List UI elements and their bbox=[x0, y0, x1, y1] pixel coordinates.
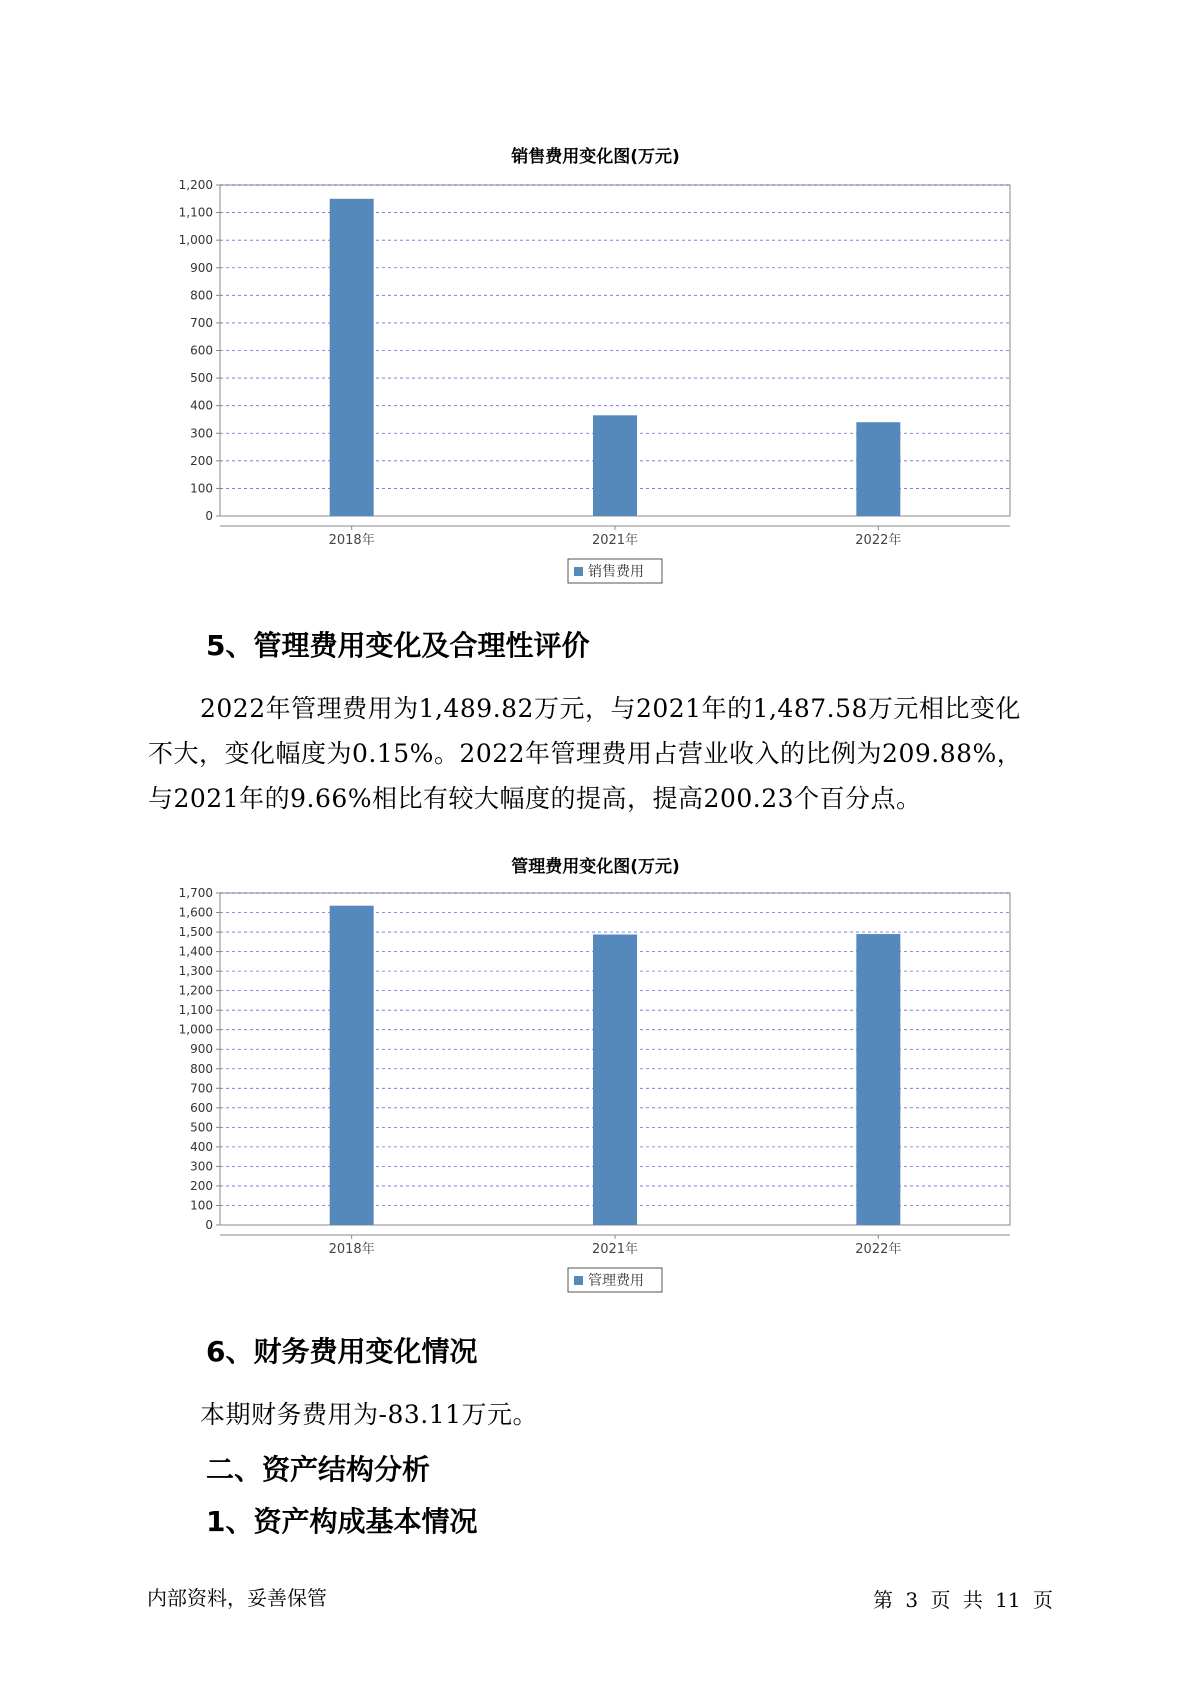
y-tick-label: 100 bbox=[190, 1198, 213, 1213]
y-tick-label: 500 bbox=[190, 371, 213, 386]
y-tick-label: 1,100 bbox=[178, 205, 213, 220]
management-expense-chart bbox=[0, 870, 1191, 1310]
bar bbox=[330, 199, 374, 516]
legend-label: 销售费用 bbox=[588, 564, 644, 580]
bar bbox=[593, 934, 637, 1225]
y-tick-label: 1,200 bbox=[178, 983, 213, 998]
y-tick-label: 100 bbox=[190, 481, 213, 496]
y-tick-label: 700 bbox=[190, 315, 213, 330]
management-expense-paragraph bbox=[148, 686, 1048, 821]
legend-swatch bbox=[574, 1276, 583, 1285]
bar bbox=[856, 422, 900, 516]
x-tick-label: 2021年 bbox=[591, 1242, 639, 1257]
y-tick-label: 700 bbox=[190, 1081, 213, 1096]
y-tick-label: 600 bbox=[190, 343, 213, 358]
x-tick-label: 2021年 bbox=[591, 533, 639, 548]
chart-title-sales-expense: 销售费用变化图(万元) bbox=[511, 147, 680, 167]
y-tick-label: 1,200 bbox=[178, 178, 213, 192]
x-tick-label: 2022年 bbox=[855, 1242, 902, 1257]
financial-expense-paragraph: 本期财务费用为-83.11万元。 bbox=[200, 1400, 539, 1429]
paragraph-line: 不大，变化幅度为0.15%。2022年管理费用占营业收入的比例为209.88%， bbox=[148, 739, 1023, 768]
bar bbox=[593, 415, 637, 516]
legend-swatch bbox=[574, 567, 583, 576]
x-tick-label: 2018年 bbox=[328, 1242, 375, 1257]
section-heading-asset-structure: 二、资产结构分析 bbox=[206, 1453, 431, 1486]
y-tick-label: 0 bbox=[205, 1218, 213, 1232]
y-tick-label: 200 bbox=[190, 1178, 213, 1193]
y-tick-label: 1,100 bbox=[178, 1003, 213, 1018]
y-tick-label: 800 bbox=[190, 288, 213, 303]
y-tick-label: 200 bbox=[190, 453, 213, 468]
y-tick-label: 1,700 bbox=[178, 886, 213, 900]
y-tick-label: 1,000 bbox=[178, 233, 213, 248]
y-tick-label: 1,000 bbox=[178, 1022, 213, 1037]
bar bbox=[856, 934, 900, 1225]
bar bbox=[330, 906, 374, 1225]
y-tick-label: 300 bbox=[190, 1159, 213, 1174]
y-tick-label: 900 bbox=[190, 260, 213, 275]
y-tick-label: 400 bbox=[190, 398, 213, 413]
y-tick-label: 900 bbox=[190, 1042, 213, 1057]
section-heading-asset-composition: 1、资产构成基本情况 bbox=[206, 1505, 478, 1538]
x-tick-label: 2018年 bbox=[328, 533, 375, 548]
y-tick-label: 600 bbox=[190, 1100, 213, 1115]
y-tick-label: 1,600 bbox=[178, 905, 213, 920]
footer-confidential-note: 内部资料，妥善保管 bbox=[147, 1586, 327, 1610]
y-tick-label: 800 bbox=[190, 1061, 213, 1076]
y-tick-label: 1,400 bbox=[178, 944, 213, 959]
sales-expense-chart bbox=[0, 160, 1191, 600]
paragraph-line: 与2021年的9.66%相比有较大幅度的提高，提高200.23个百分点。 bbox=[148, 784, 922, 813]
footer-page-number: 第 3 页 共 11 页 bbox=[873, 1588, 1053, 1612]
y-tick-label: 1,500 bbox=[178, 925, 213, 940]
y-tick-label: 500 bbox=[190, 1120, 213, 1135]
y-tick-label: 1,300 bbox=[178, 964, 213, 979]
y-tick-label: 400 bbox=[190, 1139, 213, 1154]
section-heading-financial-expense: 6、财务费用变化情况 bbox=[206, 1335, 478, 1368]
paragraph-line: 2022年管理费用为1,489.82万元，与2021年的1,487.58万元相比变化 bbox=[200, 694, 1021, 723]
x-tick-label: 2022年 bbox=[855, 533, 902, 548]
y-tick-label: 300 bbox=[190, 426, 213, 441]
legend-label: 管理费用 bbox=[588, 1273, 644, 1289]
section-heading-management-expense: 5、管理费用变化及合理性评价 bbox=[206, 629, 590, 662]
chart-title-management-expense: 管理费用变化图(万元) bbox=[511, 857, 680, 877]
y-tick-label: 0 bbox=[205, 509, 213, 523]
